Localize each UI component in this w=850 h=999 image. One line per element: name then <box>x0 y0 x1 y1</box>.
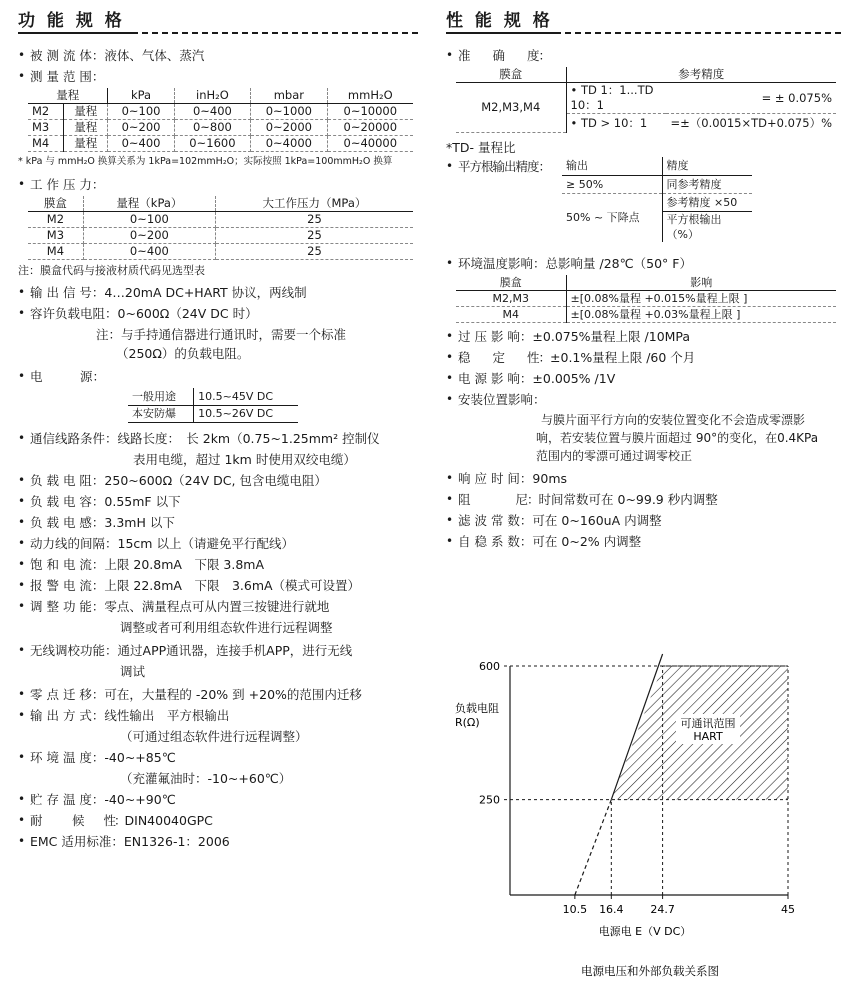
pressure-row: • 工 作 压 力： <box>18 177 105 192</box>
sqrt-block: • 平方根输出精度： 输出 精度 ≥ 50% 同参考精度 50% ~ 下降点 参考精度 ×50 平方根输出（%） <box>446 157 841 242</box>
power-row: • 电 源： <box>18 369 106 384</box>
load-note-2: （250Ω）的负载电阻。 <box>116 346 250 361</box>
emc-row: • EMC 适用标准： EN1326-1：2006 <box>18 833 230 849</box>
x-tick-label: 45 <box>781 903 795 916</box>
load-row: • 容许负载电阻： 0~600Ω（24V DC 时） <box>18 306 258 321</box>
rule-thick <box>18 32 138 34</box>
x-axis-label: 电源电 E（V DC） <box>598 925 692 938</box>
spec-row-3: • 动力线的间隔： 15cm 以上（请避免平行配线） <box>18 535 294 551</box>
r-spec2-row-0: • 响 应 时 间： 90ms <box>446 470 568 486</box>
table-row: M3 0~200 25 <box>28 228 413 244</box>
medium-row: • 被 测 流 体： 液体、气体、蒸汽 <box>18 48 205 63</box>
r-spec2-row-2: • 滤 波 常 数： 可在 0~160uA 内调整 <box>446 512 662 528</box>
pressure-table: 膜盒 量程（kPa） 大工作压力（MPa） M2 0~100 25 M3 0~200 25 M4 0~400 25 <box>28 196 413 260</box>
td-note: *TD- 量程比 <box>446 140 516 155</box>
envtemp-line-2: （充灌氟油时：-10~+60℃） <box>120 770 292 786</box>
table-row: 平方根输出（%） <box>666 212 722 241</box>
x-tick-label: 24.7 <box>650 903 675 916</box>
mount-line-3: 范围内的零漂可通过调零校正 <box>536 448 693 463</box>
section-rule <box>18 32 418 46</box>
spec-row-1: • 负 载 电 容： 0.55mF 以下 <box>18 493 181 509</box>
table-row: M3 量程 0~200 0~800 0~2000 0~20000 <box>28 120 413 136</box>
chart-title: 电源电压和外部负载关系图 <box>581 964 719 978</box>
table-row: • TD > 10：1 =±（0.0015×TD+0.075）% <box>570 115 832 130</box>
range-note: * kPa 与 mmH₂O 换算关系为 1kPa=102mmH₂O；实际按照 1kPa=100mmH₂O 换算 <box>18 156 393 167</box>
table-row: M4 ±[0.08%量程 +0.03%量程上限 ] <box>456 306 836 322</box>
rule-thick <box>446 32 561 34</box>
table-row: 50% ~ 下降点 参考精度 ×50 <box>562 193 752 211</box>
outmode-row: • 输 出 方 式： 线性输出 平方根输出 <box>18 707 230 723</box>
pressure-note: 注：膜盒代码与接液材质代码见选型表 <box>18 264 205 277</box>
storetemp-row: • 贮 存 温 度： -40~+90℃ <box>18 791 176 807</box>
table-row: M4 量程 0~400 0~1600 0~4000 0~40000 <box>28 136 413 152</box>
r-spec2-row-1: • 阻 尼： 时间常数可在 0~99.9 秒内调整 <box>446 491 718 507</box>
y-axis-label: R(Ω) <box>455 716 480 729</box>
power-table <box>128 388 298 423</box>
table-row: 一般用途 10.5~45V DC <box>128 388 298 405</box>
region-label: HART <box>693 730 723 743</box>
load-note-1: 注：与手持通信器进行通讯时，需要一个标准 <box>96 327 347 342</box>
functional-spec-column <box>18 0 418 853</box>
table-row: M4 0~400 25 <box>28 244 413 260</box>
accuracy-table: 膜盒 参考精度 M2,M3,M4 • TD 1：1...TD 10：1 = ± 0.075% • TD > 10：1 =±（0.0015×TD+0.075）% <box>456 67 836 133</box>
mount-line-2: 响，若安装位置与膜片面超过 90°的变化，在0.4KPa <box>536 430 819 445</box>
r-spec-row-2: • 电 源 影 响： ±0.005% /1V <box>446 370 616 386</box>
adjust-row: • 调 整 功 能： 零点、满量程点可从内置三按键进行就地 <box>18 598 330 614</box>
r-spec-row-0: • 过 压 影 响： ±0.075%量程上限 /10MPa <box>446 328 691 344</box>
outmode-line-2: （可通过组态软件进行远程调整） <box>120 728 308 744</box>
spec-row-0: • 负 载 电 阻： 250~600Ω（24V DC, 包含电缆电阻） <box>18 472 327 488</box>
table-row: M2,M3 ±[0.08%量程 +0.015%量程上限 ] <box>456 290 836 306</box>
accuracy-row: • 准 确 度： <box>446 48 551 63</box>
comm-row: • 通信线路条件： 线路长度： 长 2km（0.75~1.25mm² 控制仪 <box>18 430 380 446</box>
y-tick-label: 250 <box>479 793 500 807</box>
rule-dash <box>565 32 841 34</box>
r-spec-row-1: • 稳 定 性： ±0.1%量程上限 /60 个月 <box>446 349 696 365</box>
adjust-line-2: 调整或者可利用组态软件进行远程调整 <box>120 619 333 635</box>
y-tick-label: 600 <box>479 660 500 673</box>
boundary-dashed <box>575 800 611 895</box>
temp-row: • 环境温度影响： 总影响量 /28℃（50° F） <box>446 255 692 271</box>
y-axis-label: 负载电阻 <box>455 702 499 715</box>
spec-row-2: • 负 载 电 感： 3.3mH 以下 <box>18 514 175 530</box>
performance-spec-column <box>446 0 841 553</box>
mount-line-1: 与膜片面平行方向的安装位置变化不会造成零漂影 <box>541 412 806 427</box>
table-row: M2 0~100 25 <box>28 212 413 228</box>
r-spec2-row-3: • 自 稳 系 数： 可在 0~2% 内调整 <box>446 533 642 549</box>
range-row: • 测 量 范 围： <box>18 69 105 84</box>
envtemp-row: • 环 境 温 度： -40~+85℃ <box>18 749 176 765</box>
sqrt-table <box>562 157 752 242</box>
section-title-performance: 性 能 规 格 <box>446 11 553 31</box>
table-row: 本安防爆 10.5~26V DC <box>128 405 298 422</box>
section-rule <box>446 32 841 46</box>
range-table: 量程 kPa inH₂O mbar mmH₂O M2 量程 0~100 0~400 0~1000 0~10000 M3 量程 0~200 0~800 0~2000 0~20000 M4 量程 0~400 0~1600 0~4000 0~40000 <box>28 88 413 152</box>
table-row: M2 量程 0~100 0~400 0~1000 0~10000 <box>28 104 413 120</box>
x-tick-label: 10.5 <box>562 903 588 916</box>
spec-row-4: • 饱 和 电 流： 上限 20.8mA 下限 3.8mA <box>18 556 265 572</box>
table-row: M2,M3,M4 • TD 1：1...TD 10：1 = ± 0.075% <box>456 83 836 114</box>
rule-dash <box>142 32 418 34</box>
wireless-row: • 无线调校功能： 通过APP通讯器，连接手机APP，进行无线 <box>18 642 353 658</box>
voltage-load-chart <box>440 650 845 990</box>
table-row: ≥ 50% 同参考精度 <box>562 175 752 193</box>
comm-line-2: 表用电缆，超过 1km 时使用双绞电缆） <box>133 451 356 467</box>
section-title-functional: 功 能 规 格 <box>18 11 125 31</box>
zero-row: • 零 点 迁 移： 可在，大量程的 -20% 到 +20%的范围内迁移 <box>18 686 362 702</box>
x-tick-label: 16.4 <box>599 903 624 916</box>
region-label: 可通讯范围 <box>680 717 736 730</box>
output-row: • 输 出 信 号： 4…20mA DC+HART 协议，两线制 <box>18 285 307 300</box>
spec-row-5: • 报 警 电 流： 上限 22.8mA 下限 3.6mA（模式可设置） <box>18 577 361 593</box>
weather-row: • 耐 候 性： DIN40040GPC <box>18 812 213 828</box>
temp-table: 膜盒 影响 M2,M3 ±[0.08%量程 +0.015%量程上限 ] M4 ±[0.08%量程 +0.03%量程上限 ] <box>456 275 836 323</box>
mount-row: • 安装位置影响： <box>446 391 546 407</box>
table-row: 输出 精度 <box>562 157 752 175</box>
wireless-line-2: 调试 <box>120 663 146 679</box>
